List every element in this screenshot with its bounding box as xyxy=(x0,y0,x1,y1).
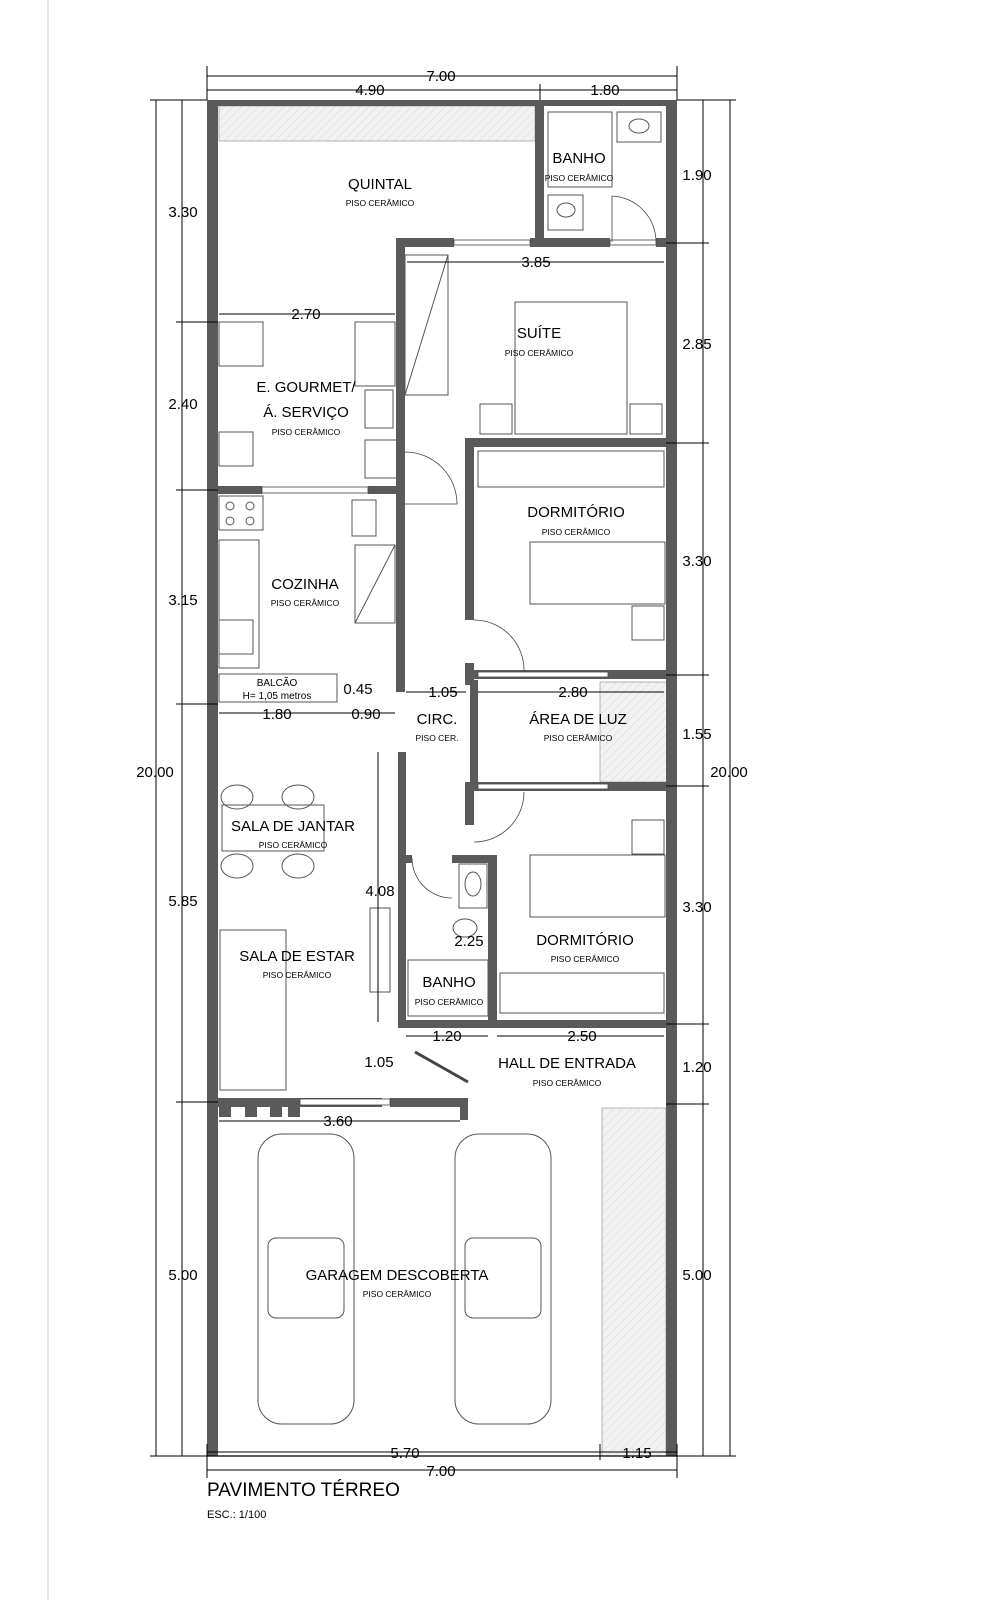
wall-gourmet-cozinha-right xyxy=(368,486,404,494)
dim-entrance: 1.05 xyxy=(364,1054,394,1071)
wall-circ-west-mid xyxy=(396,516,405,692)
wardrobe-dorm1-icon xyxy=(478,451,664,487)
room-label-banho-social: BANHO xyxy=(422,974,476,991)
dryer-icon xyxy=(365,390,393,428)
pillar-4 xyxy=(288,1107,300,1117)
floor-label-cozinha: PISO CERÂMICO xyxy=(270,598,340,608)
floor-label-banho-social: PISO CERÂMICO xyxy=(414,997,484,1007)
burner-icon xyxy=(226,502,234,510)
room-label-dormitorio-2: DORMITÓRIO xyxy=(536,932,634,949)
dim-top-right: 1.80 xyxy=(590,82,620,99)
burner-icon xyxy=(246,517,254,525)
dim-left-garagem: 5.00 xyxy=(168,1267,198,1284)
dim-right-area-luz: 1.55 xyxy=(682,726,712,743)
wall-banho-social-top-right xyxy=(452,855,497,863)
room-label-gourmet-line2: Á. SERVIÇO xyxy=(263,404,349,421)
wall-hall-top xyxy=(398,1020,676,1028)
room-label-dormitorio-1: DORMITÓRIO xyxy=(527,504,625,521)
dim-left-total: 20.00 xyxy=(136,764,174,781)
dim-right-garagem: 5.00 xyxy=(682,1267,712,1284)
door-banho-social xyxy=(412,858,452,898)
room-label-area-luz: ÁREA DE LUZ xyxy=(529,711,627,728)
toilet-icon xyxy=(548,195,583,230)
wall-area-luz-west xyxy=(470,680,478,782)
dim-right-dorm1: 3.30 xyxy=(682,553,712,570)
dim-salas-wall: 4.08 xyxy=(365,883,395,900)
nightstand-dorm1-icon xyxy=(632,606,664,640)
wall-outer-right xyxy=(666,100,677,1456)
dim-top-total: 7.00 xyxy=(426,68,456,85)
gourmet-sink-icon xyxy=(365,440,397,478)
sliding-door-gourmet xyxy=(262,487,368,493)
floor-label-sala-jantar: PISO CERÂMICO xyxy=(258,840,328,850)
bed-dorm2-icon xyxy=(530,855,665,917)
dim-cozinha-balcao: 1.80 xyxy=(262,706,292,723)
tank-icon xyxy=(219,322,263,366)
wall-dorm1-west xyxy=(465,438,474,620)
floor-label-dormitorio-1: PISO CERÂMICO xyxy=(541,527,611,537)
nightstand-left-icon xyxy=(480,404,512,434)
wall-suite-bottom xyxy=(465,438,676,447)
kitchen-sink-icon xyxy=(219,620,253,654)
floor-label-sala-estar: PISO CERÂMICO xyxy=(262,970,332,980)
door-gourmet xyxy=(405,452,457,504)
burner-icon xyxy=(246,502,254,510)
wall-dorm2-west xyxy=(488,855,497,1025)
dim-circ-width: 1.05 xyxy=(428,684,458,701)
furniture xyxy=(219,112,665,1424)
washer-icon xyxy=(355,322,395,386)
floor-label-quintal: PISO CERÂMICO xyxy=(345,198,415,208)
dim-suite-width: 3.85 xyxy=(521,254,551,271)
dim-hall-width: 2.50 xyxy=(567,1028,597,1045)
dim-left-cozinha: 3.15 xyxy=(168,592,198,609)
wall-hall-stub xyxy=(460,1098,468,1120)
floor-label-circ: PISO CER. xyxy=(415,733,459,743)
room-label-gourmet-line1: E. GOURMET/ xyxy=(256,379,356,396)
openings xyxy=(262,196,656,1105)
dim-gourmet-width: 2.70 xyxy=(291,306,321,323)
dim-bottom-left: 5.70 xyxy=(390,1445,420,1462)
room-label-sala-jantar: SALA DE JANTAR xyxy=(231,818,355,835)
pillar-2 xyxy=(245,1107,257,1117)
pillar-3 xyxy=(270,1107,282,1117)
wardrobe-diagonal xyxy=(405,255,448,395)
window-sala-estar xyxy=(300,1099,390,1105)
room-label-banho-suite: BANHO xyxy=(552,150,606,167)
floor-label-area-luz: PISO CERÂMICO xyxy=(543,733,613,743)
pantry-diagonal xyxy=(355,545,395,623)
door-dorm2 xyxy=(474,792,524,842)
room-label-garagem: GARAGEM DESCOBERTA xyxy=(305,1267,489,1284)
floor-label-banho-suite: PISO CERÂMICO xyxy=(544,173,614,183)
room-label-suite: SUÍTE xyxy=(516,325,562,342)
grill-icon xyxy=(219,432,253,466)
pillar-1 xyxy=(219,1107,231,1117)
room-label-hall: HALL DE ENTRADA xyxy=(498,1055,636,1072)
planter-strip-area-luz xyxy=(600,682,668,782)
burner-icon xyxy=(226,517,234,525)
dim-left-quintal: 3.30 xyxy=(168,204,198,221)
dim-right-dorm2: 3.30 xyxy=(682,899,712,916)
bed-suite-icon xyxy=(515,302,627,434)
room-label-circ: CIRC. xyxy=(416,711,458,728)
wall-outer-left xyxy=(207,100,218,1456)
drawing-scale: ESC.: 1/100 xyxy=(207,1509,267,1521)
sink-icon xyxy=(617,112,661,142)
window-suite xyxy=(454,240,530,245)
chair-icon xyxy=(282,854,314,878)
banho-social-sink-icon xyxy=(459,864,487,908)
room-label-cozinha: COZINHA xyxy=(271,576,339,593)
dim-right-hall: 1.20 xyxy=(682,1059,712,1076)
wall-top xyxy=(207,100,677,106)
floor-label-suite: PISO CERÂMICO xyxy=(504,348,574,358)
floor-label-dormitorio-2: PISO CERÂMICO xyxy=(550,954,620,964)
balcao-height-label: H= 1,05 metros xyxy=(242,691,312,702)
dim-balcao-depth: 0.45 xyxy=(343,681,373,698)
floor-label-hall: PISO CERÂMICO xyxy=(532,1078,602,1088)
dim-cozinha-gap: 0.90 xyxy=(351,706,381,723)
door-entrada xyxy=(415,1052,468,1082)
window-dorm1 xyxy=(478,672,608,677)
wall-dorm2-west-upper xyxy=(465,791,474,825)
floor-label-garagem: PISO CERÂMICO xyxy=(362,1289,432,1299)
dim-right-banho: 1.90 xyxy=(682,167,712,184)
fridge-icon xyxy=(352,500,376,536)
door-banho-suite xyxy=(612,196,656,242)
bed-dorm1-icon xyxy=(530,542,665,604)
dim-top-left: 4.90 xyxy=(355,82,385,99)
wall-banho-suite-left xyxy=(535,100,544,246)
dim-left-salas: 5.85 xyxy=(168,893,198,910)
planter-strip-quintal xyxy=(219,106,535,141)
dim-garagem-top: 3.60 xyxy=(323,1113,353,1130)
room-label-quintal: QUINTAL xyxy=(348,176,412,193)
window-dorm2 xyxy=(478,784,608,789)
dim-bottom-total: 7.00 xyxy=(426,1463,456,1480)
drawing-title: PAVIMENTO TÉRREO xyxy=(207,1480,400,1501)
wall-suite-top-mid xyxy=(530,238,610,247)
door-dorm1 xyxy=(474,620,524,670)
floor-label-gourmet: PISO CERÂMICO xyxy=(271,427,341,437)
tv-rack-icon xyxy=(370,908,390,992)
basin-icon xyxy=(629,119,649,133)
dim-banho-width: 1.20 xyxy=(432,1028,462,1045)
dim-right-suite: 2.85 xyxy=(682,336,712,353)
nightstand-right-icon xyxy=(630,404,662,434)
dim-banho-depth: 2.25 xyxy=(454,933,484,950)
nightstand-dorm2-icon xyxy=(632,820,664,854)
door-banho-suite-frame xyxy=(610,240,656,245)
wall-circ-west-lower xyxy=(398,752,406,1028)
dim-area-luz-width: 2.80 xyxy=(558,684,588,701)
stove-icon xyxy=(219,496,263,530)
planter-strip-garagem xyxy=(602,1108,666,1456)
dim-bottom-right: 1.15 xyxy=(622,1445,652,1462)
room-label-sala-estar: SALA DE ESTAR xyxy=(239,948,355,965)
wardrobe-dorm2-icon xyxy=(500,973,664,1013)
banho-social-basin-icon xyxy=(465,872,481,896)
wall-garagem-top-right xyxy=(390,1098,468,1107)
toilet-bowl-icon xyxy=(557,203,575,217)
dim-left-gourmet: 2.40 xyxy=(168,396,198,413)
dim-right-total: 20.00 xyxy=(710,764,748,781)
balcao-label: BALCÃO xyxy=(256,678,298,689)
chair-icon xyxy=(221,854,253,878)
